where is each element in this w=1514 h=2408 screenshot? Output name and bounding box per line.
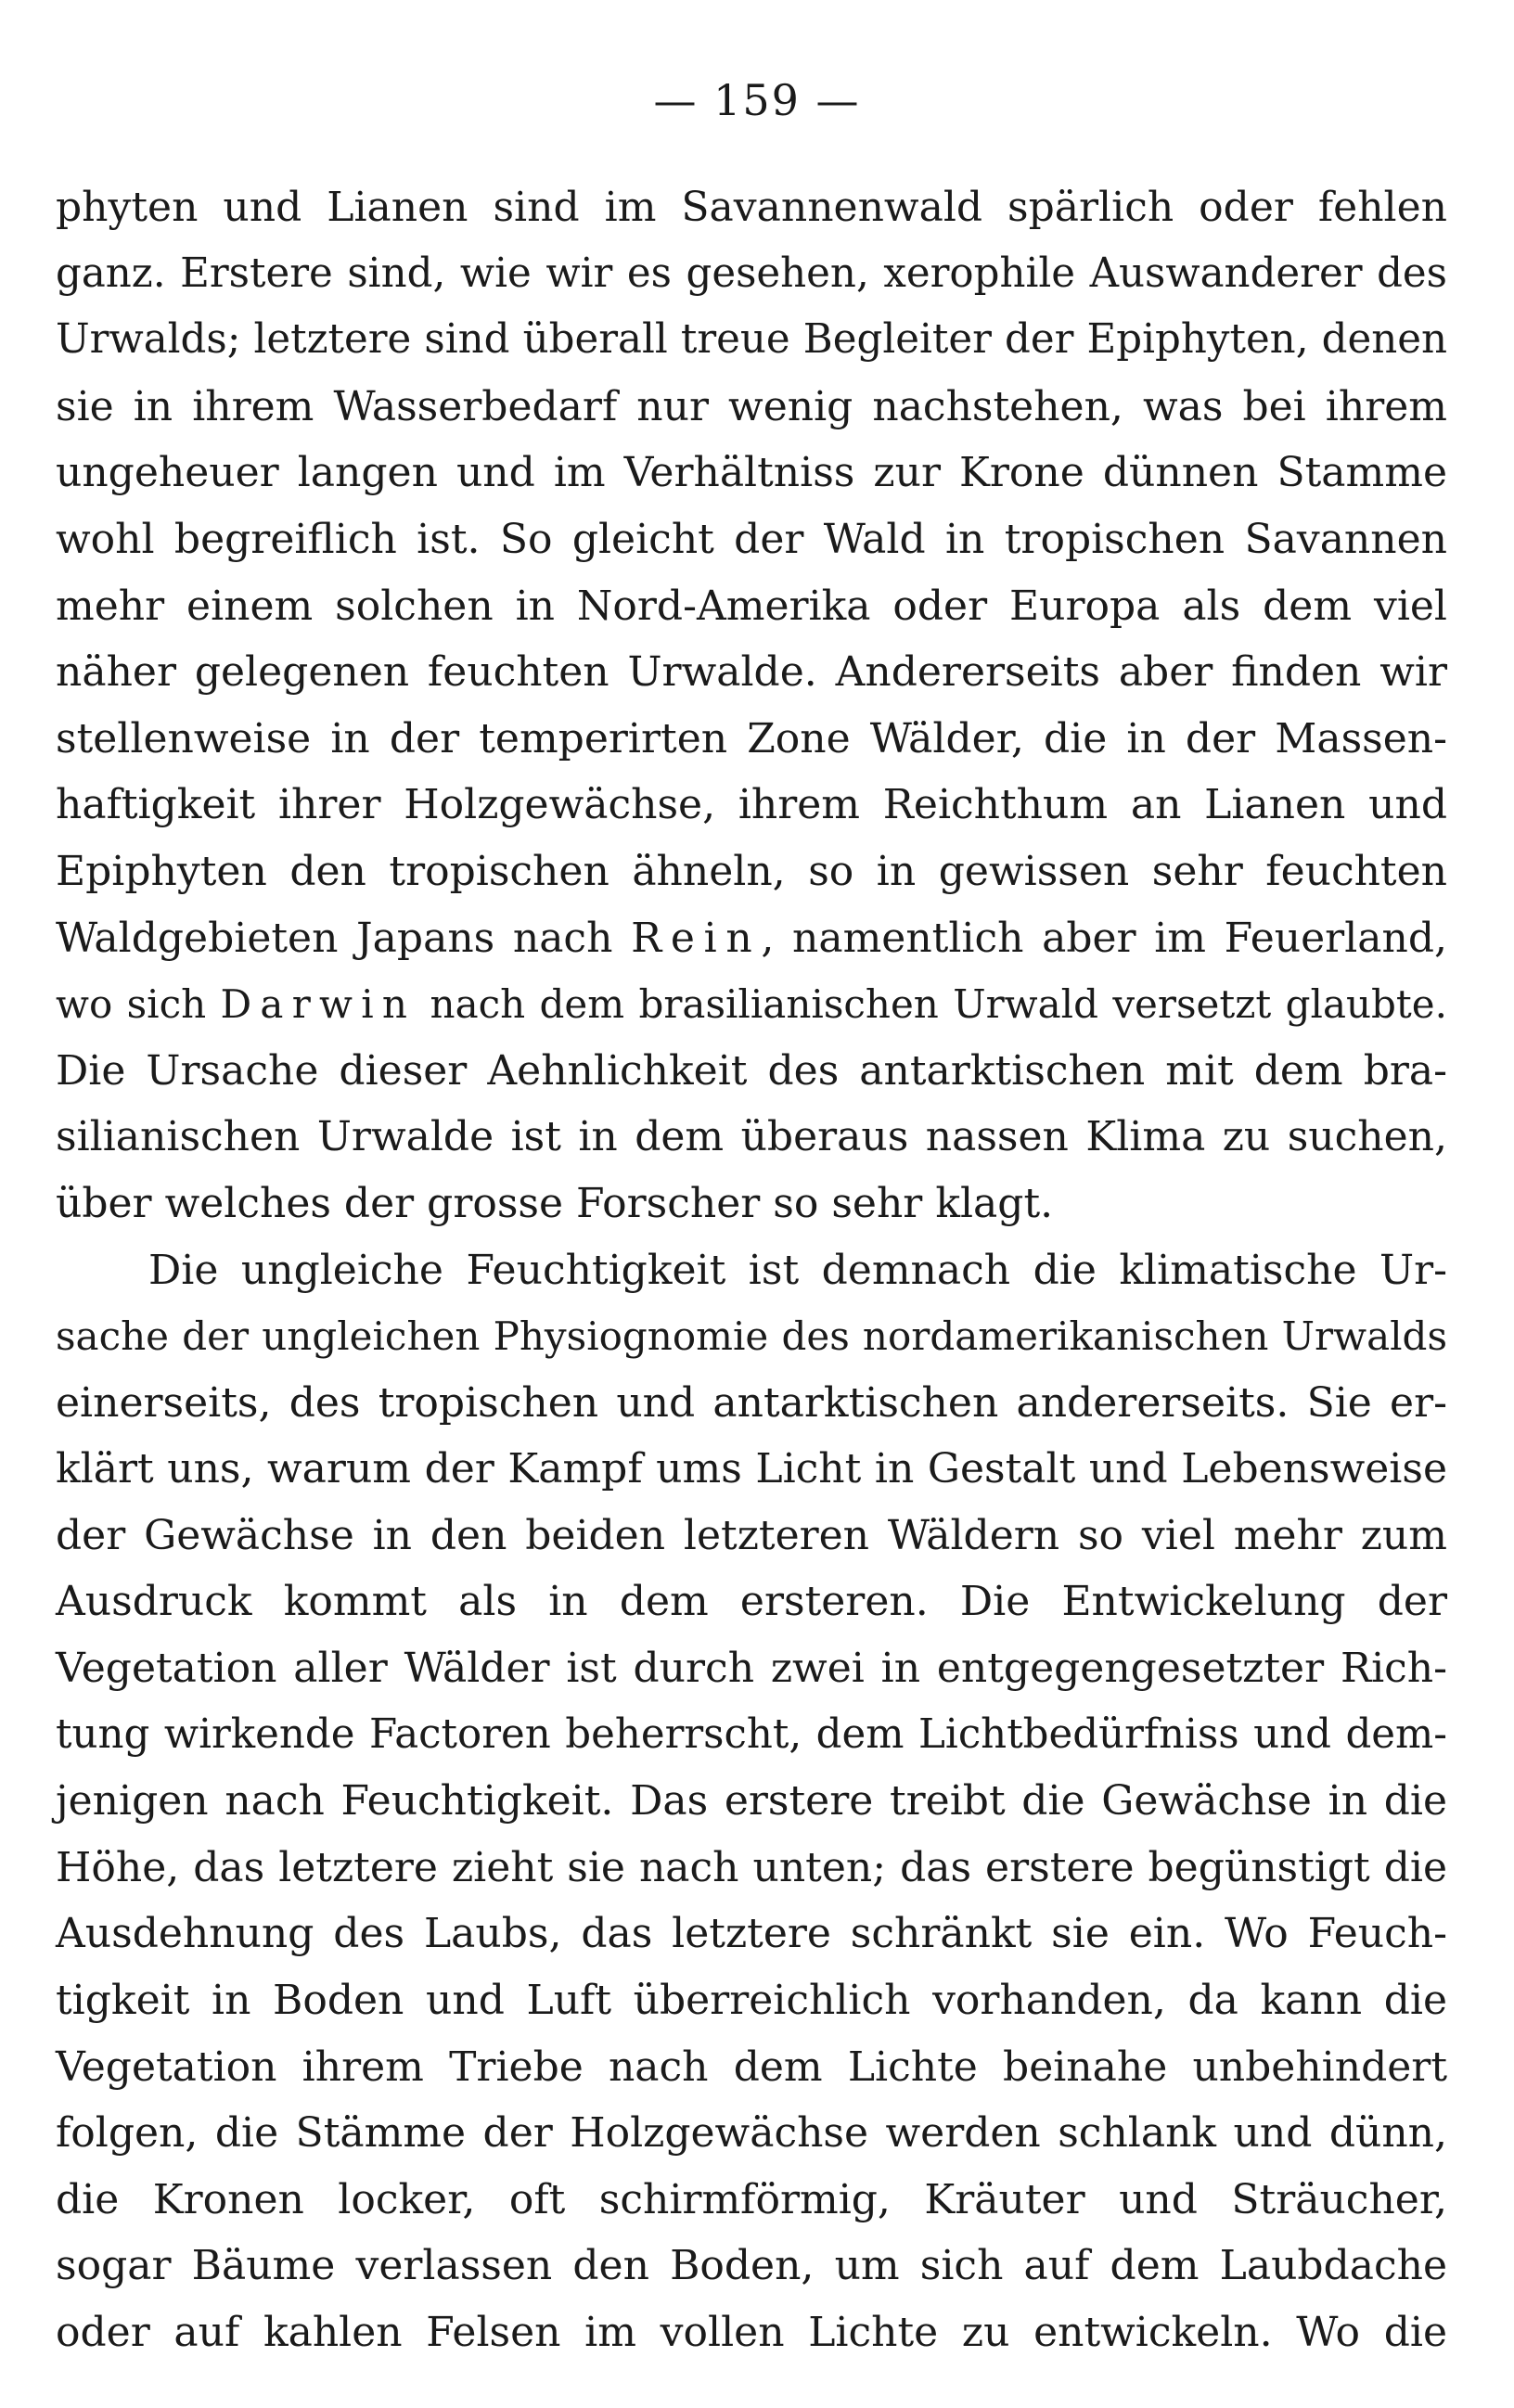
text-line: Ausdehnung des Laubs, das letztere schränkt sie ein. Wo Feuch- [56,1910,1447,1958]
text-line: Die ungleiche Feuchtigkeit ist demnach die klimatische Ur- [148,1246,1447,1294]
text-line: näher gelegenen feuchten Urwalde. Andererseits aber finden wir [56,648,1447,697]
text-segment: nach dem brasilianischen Urwald versetzt glaubte. [416,981,1448,1028]
text-line: Vegetation ihrem Triebe nach dem Lichte beinahe unbehindert [56,2043,1447,2091]
text-line: stellenweise in der temperirten Zone Wälder, die in der Massen- [56,714,1447,762]
text-line: folgen, die Stämme der Holzgewächse werden schlank und dünn, [56,2109,1447,2158]
page-number: — 159 — [653,75,861,125]
text-line: tung wirkende Factoren beherrscht, dem Lichtbedürfniss und dem- [56,1710,1447,1758]
text-line: haftigkeit ihrer Holzgewächse, ihrem Reichthum an Lianen und [56,781,1447,829]
text-line: die Kronen locker, oft schirmförmig, Kräuter und Sträucher, [56,2175,1447,2223]
text-line: einerseits, des tropischen und antarktischen andererseits. Sie er- [56,1378,1447,1427]
text-line: Höhe, das letztere zieht sie nach unten; das erstere begünstigt die [56,1843,1447,1891]
text-line: jenigen nach Feuchtigkeit. Das erstere treibt die Gewächse in die [56,1777,1447,1825]
text-line: tigkeit in Boden und Luft überreichlich vorhanden, da kann die [56,1977,1447,2025]
text-line: phyten und Lianen sind im Savannenwald spärlich oder fehlen [56,184,1447,231]
text-line: sogar Bäume verlassen den Boden, um sich auf dem Laubdache [56,2242,1447,2290]
text-line: wohl begreiflich ist. So gleicht der Wald in tropischen Savannen [56,515,1447,563]
author-name-rein: Rein [631,914,762,962]
text-line: über welches der grosse Forscher so sehr klagt. [56,1179,1054,1227]
text-line: Urwalds; letztere sind überall treue Begleiter der Epiphyten, denen [56,316,1447,364]
text-line [56,905,1447,972]
text-line: Vegetation aller Wälder ist durch zwei in entgegengesetzter Rich- [56,1645,1447,1693]
text-line: der Gewächse in den beiden letzteren Wäldern so viel mehr zum [56,1511,1447,1559]
text-segment: wo sich [56,981,221,1028]
author-name-darwin: Darwin [220,981,417,1028]
text-line: sache der ungleichen Physiognomie des nordamerikanischen Urwalds [56,1313,1447,1360]
text-segment: , namentlich aber im Feuerland, [761,914,1448,962]
text-line: silianischen Urwalde ist in dem überaus nassen Klima zu suchen, [56,1113,1447,1161]
paragraph-1 [56,174,1447,1237]
text-line: ganz. Erstere sind, wie wir es gesehen, xerophile Auswanderer des [56,250,1447,297]
text-line: Epiphyten den tropischen ähneln, so in gewissen sehr feuchten [56,847,1447,895]
text-line [56,971,1447,1038]
text-line: Ausdruck kommt als in dem ersteren. Die Entwickelung der [56,1578,1447,1626]
text-line: ungeheuer langen und im Verhältniss zur Krone dünnen Stamme [56,449,1447,497]
text-line: klärt uns, warum der Kampf ums Licht in Gestalt und Lebensweise [56,1445,1447,1493]
paragraph-2 [56,1237,1447,2366]
body-text [56,174,1447,2366]
text-line: sie in ihrem Wasserbedarf nur wenig nachstehen, was bei ihrem [56,382,1447,430]
text-line: oder auf kahlen Felsen im vollen Lichte zu entwickeln. Wo die [56,2309,1447,2356]
text-line: Die Ursache dieser Aehnlichkeit des antarktischen mit dem bra- [56,1046,1447,1095]
text-line: mehr einem solchen in Nord-Amerika oder Europa als dem viel [56,582,1447,630]
text-segment: Waldgebieten Japans nach [56,914,632,962]
